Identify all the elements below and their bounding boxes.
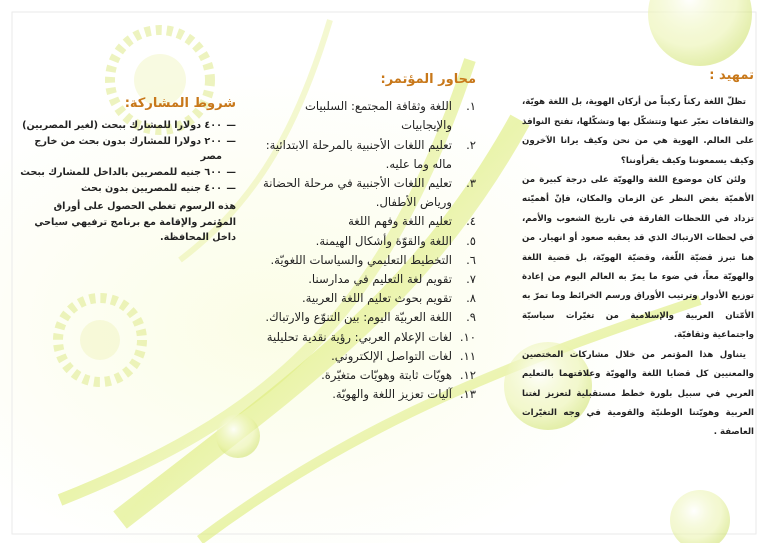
axis-text: لغات الإعلام العربي: رؤية نقدية تحليلية — [266, 329, 452, 344]
dash-bullet: — — [226, 119, 236, 131]
axes-title: محاور المؤتمر: — [380, 72, 476, 87]
condition-item — [18, 165, 236, 181]
axis-text: تعليم اللغات الأجنبية في مرحلة الحضانة ورياض الأطفال. — [263, 176, 452, 210]
dash-bullet: — — [226, 182, 236, 194]
bubble-decoration — [648, 0, 752, 66]
axis-number: ٨. — [466, 291, 476, 306]
axis-number: ٢. — [466, 137, 476, 152]
axis-number: ٤. — [466, 214, 476, 229]
condition-text: ٦٠٠ جنيه للمصريين بالداخل للمشارك ببحث — [20, 167, 222, 179]
condition-text: ٤٠٠ جنيه للمصريين بدون بحث — [81, 182, 222, 194]
axis-item — [262, 289, 476, 308]
axis-text: تعليم اللغات الأجنبية بالمرحلة الابتدائية: ماله وما عليه. — [265, 137, 452, 171]
axis-item — [262, 328, 476, 347]
condition-item — [18, 181, 236, 197]
axis-text: اللغة العربيّة اليوم: بين التنوّع والارتباك. — [265, 310, 452, 325]
axis-number: ١١. — [459, 348, 476, 363]
intro-title: تمهيد : — [709, 68, 754, 83]
axis-item — [262, 97, 476, 135]
axis-item — [262, 347, 476, 366]
dash-bullet: — — [226, 135, 236, 147]
axis-item — [262, 136, 476, 174]
axis-text: تقويم لغة التعليم في مدارسنا. — [308, 272, 452, 287]
axis-number: ١٠. — [459, 329, 476, 344]
axis-text: تعليم اللغة وفهم اللغة — [348, 214, 452, 229]
condition-item — [18, 134, 236, 166]
axis-item — [262, 232, 476, 251]
bubble-decoration — [670, 490, 730, 543]
axis-text: اللغة وثقافة المجتمع: السلبيات والإيجابيات — [304, 99, 452, 133]
conditions-section — [18, 96, 236, 246]
axis-item — [262, 385, 476, 404]
axis-text: هويّات ثابتة وهويّات متغيّرة. — [321, 368, 452, 383]
axis-item — [262, 251, 476, 270]
axis-item — [262, 308, 476, 327]
intro-paragraph: تظلّ اللغة ركناً ركيناً من أركان الهوية، بل اللغة هويّة، والثقافات تعبّر عنها وتتشكّل بها وتشكّلها، تفتح النوافذ على العالم. الهوية هي من نحن وكيف يرانا الآخرون وكيف يسمعوننا وكيف يقرأوننا؟ — [522, 97, 754, 166]
condition-item — [18, 118, 236, 134]
fees-note: هذه الرسوم تغطي الحصول على أوراق المؤتمر والإقامة مع برنامج ترفيهي سياحي داخل المحافظة. — [34, 200, 236, 244]
axis-item — [262, 270, 476, 289]
axis-number: ٥. — [466, 233, 476, 248]
axis-number: ٩. — [466, 310, 476, 325]
conditions-list — [18, 118, 236, 197]
dash-bullet: — — [226, 167, 236, 179]
axis-number: ٦. — [466, 252, 476, 267]
axis-number: ١. — [466, 99, 476, 114]
axis-number: ١٢. — [459, 368, 476, 383]
bubble-decoration — [216, 414, 260, 458]
axis-number: ٧. — [466, 272, 476, 287]
axis-item — [262, 212, 476, 231]
axis-item — [262, 174, 476, 212]
axis-text: آليات تعزيز اللغة والهويّة. — [332, 387, 452, 402]
condition-text: ٤٠٠ دولارا للمشارك ببحث (لغير المصريين) — [22, 119, 222, 131]
axis-text: التخطيط التعليمي والسياسات اللغويّة. — [270, 252, 452, 267]
condition-text: ٢٠٠ دولارا للمشارك بدون بحث من خارج مصر — [34, 135, 222, 163]
axes-section — [262, 70, 476, 404]
conditions-title: شروط المشاركة: — [124, 96, 236, 111]
axis-item — [262, 366, 476, 385]
axis-text: تقويم بحوث تعليم اللغة العربية. — [301, 291, 452, 306]
axis-number: ١٣. — [459, 387, 476, 402]
intro-section — [522, 66, 754, 443]
axis-text: اللغة والقوّة وأشكال الهيمنة. — [315, 233, 452, 248]
axis-number: ٣. — [466, 176, 476, 191]
axis-text: لغات التواصل الإلكتروني. — [331, 348, 452, 363]
axes-list — [262, 97, 476, 404]
intro-paragraph: ولئن كان موضوع اللغة والهويّة على درجة كبيرة من الأهميّة بغض النظر عن الزمان والمكان، فإنّ أهميّته تزداد في اللحظات الفارقة في تاريخ الشعوب والأمم، في لحظات الارتباك الذي قد يعقبه صعود أو انهيار. من هنا تبرز قضيّة اللّغة، وقضيّة الهويّة، بل قضية اللغة والهويّة معاً، في ضوء ما يمرّ به العالم اليوم من إعادة توزيع الأدوار وترتيب الأوراق ورسم الخرائط وما تمرّ به الأمّتان العربية والإسلامية من تغيّرات سياسيّة واجتماعية وثقافيّة. — [522, 175, 754, 341]
intro-paragraph: يتناول هذا المؤتمر من خلال مشاركات المختصين والمعنيين كل قضايا اللغة والهويّة وعلاقتهما بالتعليم العربي في سبيل بلورة خطط مستقبلية لتعزيز لغتنا العربية وهويّتنا الوطنيّة والقومية في وجه التغيّرات العاصفة . — [522, 349, 754, 438]
